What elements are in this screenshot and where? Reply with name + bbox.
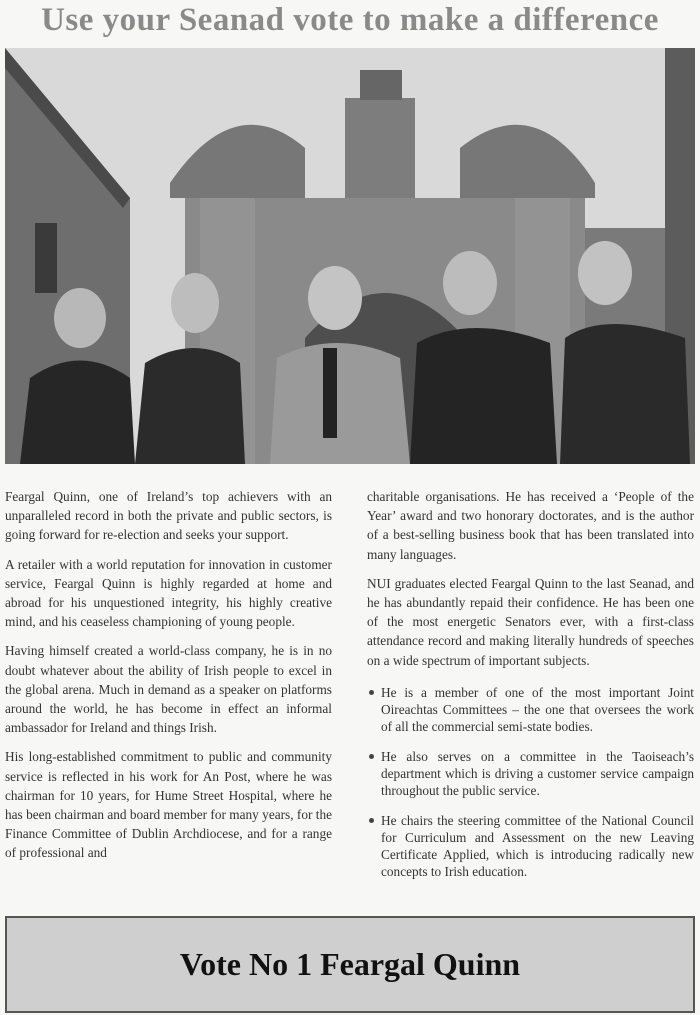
achievements-list [367, 684, 694, 880]
paragraph: NUI graduates elected Feargal Quinn to the last Seanad, and he has abundantly repaid their confidence. He has been one of the most energetic Senators ever, with a first-class attendance record and making literally hundreds of speeches on a wide spectrum of important subjects. [367, 575, 694, 668]
paragraph: Having himself created a world-class company, he is in no doubt whatever about the ability of Irish people to excel in the global arena. Much in demand as a speaker on platforms around the world, he has become in effect an informal ambassador for Ireland and things Irish. [5, 643, 332, 736]
paragraph: charitable organisations. He has received a ‘People of the Year’ award and two honorary doctorates, and is the author of a best-selling business book that has been translated into many languages. [367, 489, 694, 562]
campaign-photo [5, 48, 695, 464]
list-item: He also serves on a committee in the Taoiseach’s department which is driving a customer service campaign throughout the public service. [367, 748, 694, 799]
vote-text: Vote No 1 Feargal Quinn [179, 946, 521, 982]
list-item: He chairs the steering committee of the National Council for Curriculum and Assessment on the new Leaving Certificate Applied, which is introducing radically new concepts to Irish education. [367, 812, 694, 880]
paragraph: His long-established commitment to public and community service is reflected in his work for An Post, where he was chairman for 10 years, for Hume Street Hospital, where he has been chairman and board member for many years, for the Finance Committee of Dublin Archdiocese, and for a range of professional and [5, 749, 332, 861]
headline: Use your Seanad vote to make a difference [41, 2, 659, 38]
right-column [367, 487, 694, 893]
left-column [5, 487, 332, 873]
list-item: He is a member of one of the most important Joint Oireachtas Committees – the one that oversees the work of all the commercial semi-state bodies. [367, 684, 694, 735]
paragraph: Feargal Quinn, one of Ireland’s top achievers with an unparalleled record in both the private and public sectors, is going forward for re-election and seeks your support. [5, 489, 332, 543]
photo-illustration [5, 48, 695, 464]
vote-banner [5, 916, 695, 1013]
paragraph: A retailer with a world reputation for innovation in customer service, Feargal Quinn is highly regarded at home and abroad for his unquestioned integrity, his highly creative mind, and his ceaseless championing of young people. [5, 556, 332, 630]
